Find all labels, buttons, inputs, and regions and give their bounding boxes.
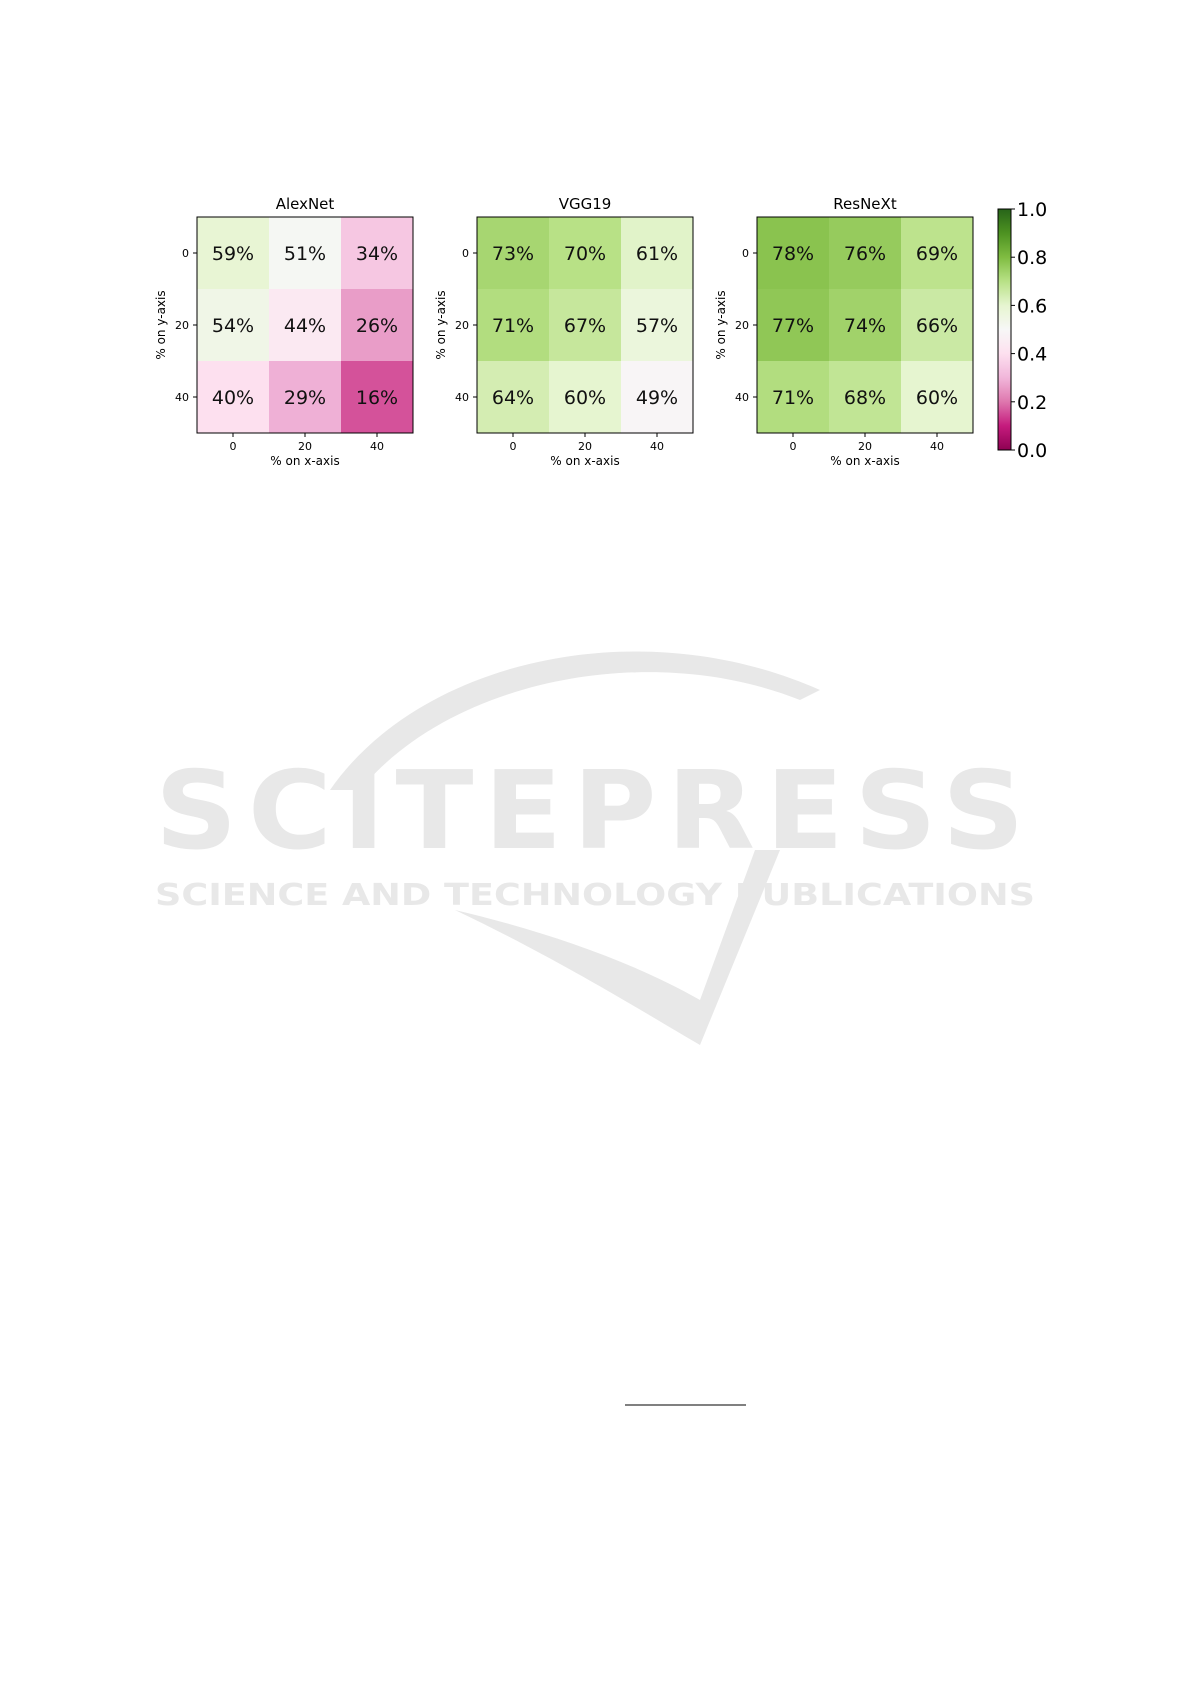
y-tick-label: 0 xyxy=(742,247,749,260)
heatmap-cell-label: 60% xyxy=(915,387,959,409)
colorbar-tick-label: 0.0 xyxy=(1017,440,1048,462)
heatmap-cell-label: 49% xyxy=(635,387,679,409)
heatmap-cell-label: 76% xyxy=(843,243,887,265)
heatmap-cell-label: 59% xyxy=(211,243,255,265)
x-tick-label: 20 xyxy=(858,440,872,453)
watermark-sub-text: SCIENCE AND TECHNOLOGY PUBLICATIONS xyxy=(155,878,1035,913)
y-axis-label: % on y-axis xyxy=(434,290,448,360)
colorbar-tick-label: 0.2 xyxy=(1017,391,1048,414)
heatmap-cell-label: 60% xyxy=(563,387,607,409)
heatmap-cell-label: 70% xyxy=(563,243,607,265)
heatmap-cell-label: 34% xyxy=(355,243,399,265)
y-tick-label: 20 xyxy=(175,319,189,332)
heatmap-title: VGG19 xyxy=(558,195,612,213)
heatmap-vgg19 xyxy=(434,195,694,468)
heatmap-title: AlexNet xyxy=(275,195,335,213)
heatmap-cell-label: 40% xyxy=(211,387,255,409)
y-tick-label: 20 xyxy=(735,319,749,332)
colorbar-tick-label: 0.6 xyxy=(1017,295,1048,318)
heatmap-cell-label: 68% xyxy=(843,387,887,409)
heatmap-title: ResNeXt xyxy=(833,195,897,213)
heatmap-cell-label: 78% xyxy=(771,243,815,265)
heatmap-cell-label: 74% xyxy=(843,315,887,337)
heatmap-alexnet xyxy=(154,195,414,468)
y-tick-label: 40 xyxy=(175,391,189,404)
colorbar-tick-label: 0.8 xyxy=(1017,247,1048,270)
heatmap-cell-label: 61% xyxy=(635,243,679,265)
x-tick-label: 40 xyxy=(650,440,664,453)
x-axis-label: % on x-axis xyxy=(270,454,340,468)
watermark xyxy=(155,651,1035,1045)
colorbar-tick-label: 0.4 xyxy=(1017,343,1048,366)
x-tick-label: 0 xyxy=(789,440,797,453)
heatmap-cell-label: 67% xyxy=(563,315,607,337)
y-tick-label: 0 xyxy=(182,247,189,260)
y-tick-label: 40 xyxy=(735,391,749,404)
heatmap-cell-label: 54% xyxy=(211,315,255,337)
heatmap-cell-label: 44% xyxy=(283,315,327,337)
heatmap-cell-label: 73% xyxy=(491,243,535,265)
heatmap-cell-label: 66% xyxy=(915,315,959,337)
heatmap-resnext xyxy=(714,195,974,468)
x-axis-label: % on x-axis xyxy=(550,454,620,468)
heatmap-cell-label: 71% xyxy=(491,315,535,337)
colorbar-bar xyxy=(998,209,1011,450)
x-axis-label: % on x-axis xyxy=(830,454,900,468)
heatmap-cell-label: 57% xyxy=(635,315,679,337)
heatmap-cell-label: 51% xyxy=(283,243,327,265)
x-tick-label: 40 xyxy=(370,440,384,453)
x-tick-label: 40 xyxy=(930,440,944,453)
x-tick-label: 0 xyxy=(509,440,517,453)
colorbar xyxy=(998,199,1047,462)
heatmap-cell-label: 16% xyxy=(355,387,399,409)
heatmap-cell-label: 26% xyxy=(355,315,399,337)
heatmap-cell-label: 64% xyxy=(491,387,535,409)
y-tick-label: 20 xyxy=(455,319,469,332)
heatmap-cell-label: 71% xyxy=(771,387,815,409)
watermark-main-text: SCITEPRESS xyxy=(155,749,1035,874)
y-axis-label: % on y-axis xyxy=(154,290,168,360)
heatmap-cell-label: 77% xyxy=(771,315,815,337)
x-tick-label: 20 xyxy=(578,440,592,453)
y-axis-label: % on y-axis xyxy=(714,290,728,360)
heatmap-cell-label: 29% xyxy=(283,387,327,409)
y-tick-label: 40 xyxy=(455,391,469,404)
x-tick-label: 20 xyxy=(298,440,312,453)
colorbar-tick-label: 1.0 xyxy=(1017,199,1048,221)
x-tick-label: 0 xyxy=(229,440,237,453)
heatmap-cell-label: 69% xyxy=(915,243,959,265)
y-tick-label: 0 xyxy=(462,247,469,260)
